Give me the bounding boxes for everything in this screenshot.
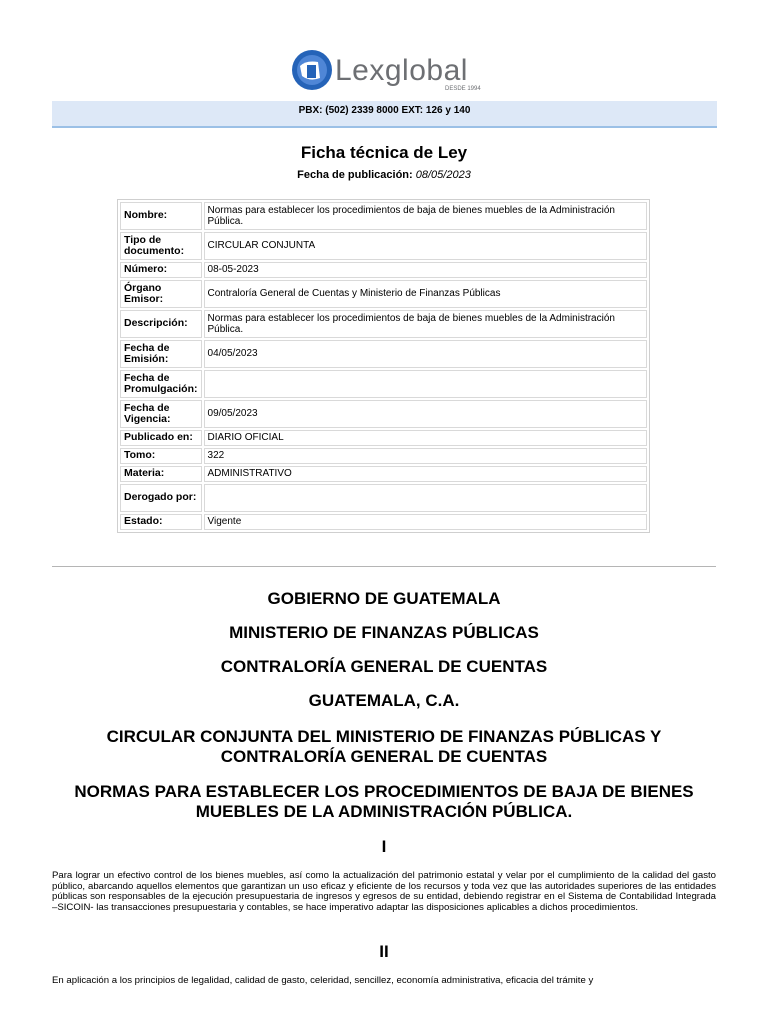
lexglobal-logo-icon <box>290 48 334 92</box>
publication-date-value: 08/05/2023 <box>415 169 471 181</box>
row-value: CIRCULAR CONJUNTA <box>204 232 647 260</box>
row-value <box>204 484 647 512</box>
row-value: 09/05/2023 <box>204 400 647 428</box>
table-row <box>120 430 647 446</box>
logo-subtitle: DESDE 1994 <box>445 86 481 92</box>
heading-circular-conjunta: CIRCULAR CONJUNTA DEL MINISTERIO DE FINANZAS PÚBLICAS Y CONTRALORÍA GENERAL DE CUENTAS <box>106 727 662 766</box>
table-row <box>120 514 647 530</box>
table-row <box>120 340 647 368</box>
heading-normas: NORMAS PARA ESTABLECER LOS PROCEDIMIENTOS DE BAJA DE BIENES MUEBLES DE LA ADMINISTRACIÓN PÚBLICA. <box>74 782 694 821</box>
row-value: Normas para establecer los procedimientos de baja de bienes muebles de la Administración Pública. <box>204 202 647 230</box>
section-number-2: II <box>379 942 389 961</box>
row-label: Número: <box>120 262 202 278</box>
row-label: Publicado en: <box>120 430 202 446</box>
paragraph-2: En aplicación a los principios de legalidad, calidad de gasto, celeridad, sencillez, economía administrativa, eficacia del trámite y <box>52 975 594 986</box>
logo-text: Lexglobal <box>335 54 468 87</box>
table-row <box>120 370 647 398</box>
table-row <box>120 466 647 482</box>
section-number-1: I <box>381 837 387 856</box>
row-value: DIARIO OFICIAL <box>204 430 647 446</box>
row-value: ADMINISTRATIVO <box>204 466 647 482</box>
table-row <box>120 262 647 278</box>
table-row <box>120 448 647 464</box>
row-label: Materia: <box>120 466 202 482</box>
heading-ministerio: MINISTERIO DE FINANZAS PÚBLICAS <box>229 623 539 642</box>
pbx-contact-bar: PBX: (502) 2339 8000 EXT: 126 y 140 <box>52 101 717 128</box>
row-label: Descripción: <box>120 310 202 338</box>
heading-gobierno: GOBIERNO DE GUATEMALA <box>267 589 501 608</box>
row-label: Tipo de documento: <box>120 232 202 260</box>
ficha-table <box>117 199 650 533</box>
paragraph-1: Para lograr un efectivo control de los bienes muebles, así como la actualización del patrimonio estatal y velar por el cumplimiento de la calidad del gasto público, abarcando aquellos elementos que garantizan un uso eficaz y eficiente de los recursos y toda vez que las autoridades superiores de las entidades públicas son responsables de la ejecución presupuestaria de ingresos y egresos de su entidad, debiendo registrar en el Sistema de Contabilidad Integrada –SICOIN- las transacciones presupuestaria y contables, se hace imperativo adaptar las disposiciones aplicables a dichos procedimientos. <box>52 870 716 913</box>
row-value: 322 <box>204 448 647 464</box>
row-label: Fecha de Promulgación: <box>120 370 202 398</box>
row-value: Vigente <box>204 514 647 530</box>
table-row <box>120 310 647 338</box>
row-label: Nombre: <box>120 202 202 230</box>
publication-date <box>0 169 768 181</box>
row-value <box>204 370 647 398</box>
heading-contraloria: CONTRALORÍA GENERAL DE CUENTAS <box>220 657 548 676</box>
page-title: Ficha técnica de Ley <box>300 143 468 162</box>
row-value: Contraloría General de Cuentas y Ministerio de Finanzas Públicas <box>204 280 647 308</box>
table-row <box>120 202 647 230</box>
row-label: Órgano Emisor: <box>120 280 202 308</box>
row-value: Normas para establecer los procedimientos de baja de bienes muebles de la Administración Pública. <box>204 310 647 338</box>
table-row <box>120 484 647 512</box>
header-logo-area <box>0 40 768 98</box>
row-label: Fecha de Emisión: <box>120 340 202 368</box>
table-row <box>120 232 647 260</box>
row-label: Fecha de Vigencia: <box>120 400 202 428</box>
row-label: Derogado por: <box>120 484 202 512</box>
section-divider <box>52 566 716 567</box>
table-row <box>120 280 647 308</box>
heading-guatemala: GUATEMALA, C.A. <box>308 691 460 710</box>
row-value: 08-05-2023 <box>204 262 647 278</box>
publication-date-label: Fecha de publicación: <box>297 169 413 181</box>
row-value: 04/05/2023 <box>204 340 647 368</box>
row-label: Tomo: <box>120 448 202 464</box>
lexglobal-logo[interactable] <box>290 46 490 96</box>
table-row <box>120 400 647 428</box>
row-label: Estado: <box>120 514 202 530</box>
